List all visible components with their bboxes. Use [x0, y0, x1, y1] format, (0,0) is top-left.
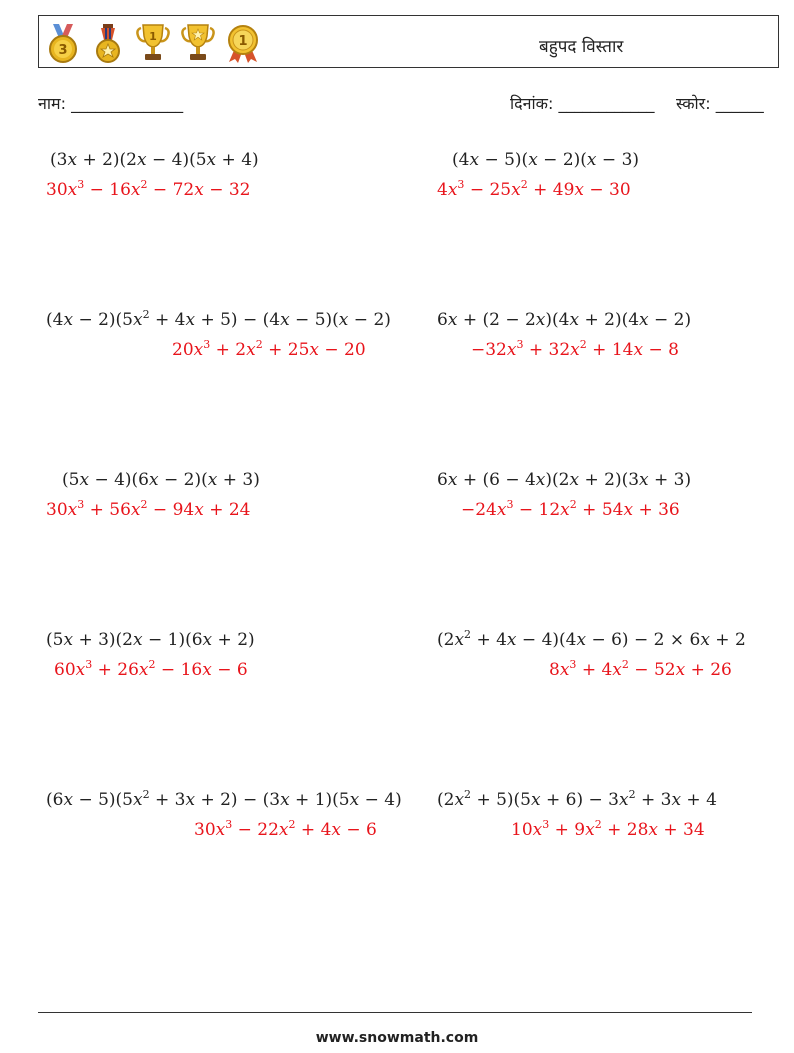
svg-text:3: 3 — [58, 43, 68, 58]
problem-expression: (3x + 2)(2x − 4)(5x + 4) — [50, 150, 259, 170]
worksheet-title: बहुपद विस्तार — [539, 37, 624, 57]
medal-icons — [45, 22, 261, 64]
problem-expression: (5x − 4)(6x − 2)(x + 3) — [62, 470, 260, 490]
problem-answer: $-32x^3 + 32x^2 + 14x - 8$ — [471, 338, 679, 360]
problem-answer: $60x^3 + 26x^2 - 16x - 6$ — [54, 658, 248, 680]
problem-expression: $(6x - 5)(5x^2 + 3x + 2) - (3x + 1)(5x - 4)$ — [46, 788, 402, 810]
score-field — [676, 92, 764, 114]
problem-expression: 6x + (2 − 2x)(4x + 2)(4x − 2) — [437, 310, 692, 330]
problem-answer: $4x^3 - 25x^2 + 49x - 30$ — [437, 178, 631, 200]
problem-expression: (5x + 3)(2x − 1)(6x + 2) — [46, 630, 255, 650]
rosette-1-icon — [225, 22, 261, 64]
trophy-star-icon — [180, 22, 216, 64]
medal-3-icon — [45, 22, 81, 64]
problem-answer: $30x^3 - 16x^2 - 72x - 32$ — [46, 178, 251, 200]
svg-text:1: 1 — [238, 34, 248, 49]
footer-divider — [38, 1012, 752, 1013]
worksheet-header — [38, 15, 779, 68]
problem-answer: $30x^3 - 22x^2 + 4x - 6$ — [194, 818, 377, 840]
problem-expression: (4x − 5)(x − 2)(x − 3) — [452, 150, 640, 170]
trophy-1-icon — [135, 22, 171, 64]
footer-website: www.snowmath.com — [315, 1030, 479, 1046]
date-label: दिनांक: — [510, 94, 554, 113]
problem-answer: $8x^3 + 4x^2 - 52x + 26$ — [549, 658, 732, 680]
problem-answer: $10x^3 + 9x^2 + 28x + 34$ — [511, 818, 705, 840]
score-blank: ______ — [715, 94, 764, 113]
problem-expression: 6x + (6 − 4x)(2x + 2)(3x + 3) — [437, 470, 692, 490]
score-label: स्कोर: — [676, 94, 711, 113]
problem-answer: $-24x^3 - 12x^2 + 54x + 36$ — [461, 498, 680, 520]
problem-expression: $(4x - 2)(5x^2 + 4x + 5) - (4x - 5)(x - 2)$ — [46, 308, 391, 330]
name-field — [38, 92, 183, 114]
problem-expression: $(2x^2 + 5)(5x + 6) - 3x^2 + 3x + 4$ — [437, 788, 717, 810]
problem-expression: $(2x^2 + 4x - 4)(4x - 6) - 2 \times 6x + 2$ — [437, 628, 746, 650]
problem-answer: $30x^3 + 56x^2 - 94x + 24$ — [46, 498, 251, 520]
svg-text:1: 1 — [149, 30, 157, 43]
medal-ribbon-icon — [90, 22, 126, 64]
date-blank: ____________ — [558, 94, 655, 113]
name-blank: ______________ — [71, 94, 184, 113]
name-label: नाम: — [38, 94, 66, 113]
date-field — [510, 92, 654, 114]
problem-answer: $20x^3 + 2x^2 + 25x - 20$ — [172, 338, 366, 360]
